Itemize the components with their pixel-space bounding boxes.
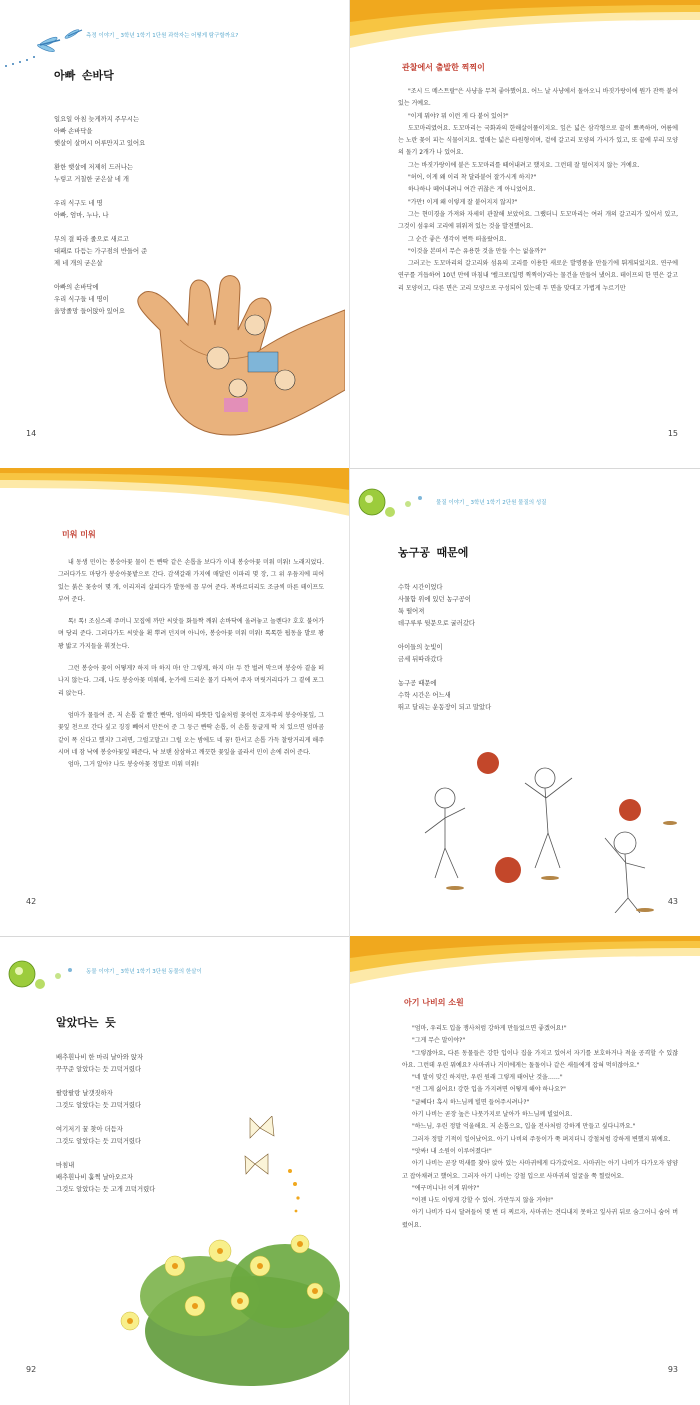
poem-stanza	[398, 678, 491, 714]
poem-line: 꾸꾸준 알았다는 듯 끄덕거렸다	[56, 1066, 142, 1073]
paragraph: "가만! 이게 왜 이렇게 잘 붙어지지 않지?"	[408, 198, 518, 206]
poem-line: 우리 식구들 네 명이	[54, 296, 109, 303]
paragraph: "앗싸! 내 소원이 이루어졌다!"	[412, 1147, 492, 1155]
dragonfly-decoration	[0, 20, 240, 80]
paragraph: "이게 뭐야? 뭐 이런 게 다 붙어 있어?"	[408, 112, 509, 120]
poem-line: 누렇고 거칠한 굳은살 네 개	[54, 176, 129, 183]
paragraph: "그게 무슨 말이야?"	[412, 1037, 466, 1045]
paragraph: 그는 바짓가랑이에 붙은 도꼬마리를 떼어내려고 했지요. 그런데 잘 떨어지지 않는 거예요.	[408, 161, 640, 169]
poem-line: 수학 시간은 어느새	[398, 692, 451, 699]
paragraph: 엄마, 그거 알아? 나도 봉숭아꽃 정말로 미워 미워!	[68, 761, 199, 769]
banner-decoration	[350, 0, 700, 70]
spread-3	[0, 936, 700, 1405]
chapter-header: 물질 이야기 _ 3학년 1학기 2단원 물질의 성질	[436, 500, 547, 506]
poem-line: 우리 식구도 네 명	[54, 200, 103, 207]
page-92	[0, 936, 350, 1404]
paragraph: "전 그게 싫어요! 강한 입을 가지려면 어떻게 해야 하나요?"	[412, 1086, 566, 1094]
paragraph: "조시 드 메스트랄"은 사냥을 무척 좋아했어요. 어느 날 사냥에서 돌아오니 바짓가랑이에 뭔가 잔뜩 붙어 있는 거예요.	[398, 88, 678, 108]
poem-line: 뛰고 달리는 운동장이 되고 말았다	[398, 704, 492, 711]
page-93	[350, 936, 700, 1404]
poem-body	[398, 582, 491, 726]
poem-line: 아빠의 손바닥에	[54, 284, 99, 291]
poem-line: 수학 시간이었다	[398, 584, 443, 591]
page-number: 92	[26, 1365, 37, 1374]
paragraph: 내 동생 민이는 봉숭아꽃 물이 든 빤딱 같은 손톱을 보다가 이내 봉숭아꽃 미워 미워! 노래지었다. 그러다가도 마당가 봉숭아꽃밭으로 간다. 감색갈래 가지에 매달린 이파리 몇 장, 그 위 우듬지에 피어 있는 붉은 꽃송이 몇 개, 이리저리 살피다가 발동에 꼽 부여 준다. 복바르더리도 조금씩 마른 테이프도 부여 준다.	[58, 559, 324, 603]
poem-line: 그것도 알았다는 듯 끄덕거렸다	[56, 1102, 142, 1109]
page-number: 42	[26, 897, 37, 906]
poem-line: 그것도 알았다는 듯 끄덕거렸다	[56, 1138, 142, 1145]
poem-line: 아빠 손바닥을	[54, 128, 93, 135]
poem-line: 제 네 개의 굳은살	[54, 260, 103, 267]
poem-line: 툭 떨어져	[398, 608, 425, 615]
poem-line: 여기저기 꿀 찾아 더듬자	[56, 1126, 123, 1133]
section-title: 미워 미워	[62, 530, 96, 539]
poem-line: 일요일 아침 늦게까지 주무시는	[54, 116, 140, 123]
poem-line: 올망졸망 들어앉아 있어요	[54, 308, 125, 315]
poem-line: 금세 뒤따라갔다	[398, 656, 443, 663]
hand-illustration	[120, 270, 345, 445]
paragraph: 하나하나 떼어내려니 여간 귀찮은 게 아니었어요.	[408, 186, 536, 194]
poem-line: 아빠, 엄마, 누나, 나	[54, 212, 109, 219]
story-body	[398, 86, 678, 295]
poem-stanza	[56, 1052, 155, 1076]
page-15	[350, 0, 700, 468]
paragraph: 엄마가 물들여 준, 저 손톱 같 빨간 빤딱, 엄마의 따뜻한 입술처럼 꽃이런 흐자주의 봉숭아꽃잎, 그 꽃잎 천으로 간다 싶고 징징 빼어서 만든어 준 그 둥근 빤딱 손톱, 이 손톱 둥글게 딱 치 있으면 엄마곰 같이 폭 신다고 했지? 그러면, 그럴고말고! 그럴 오는 밤에도 네 꿈! 한서고 손톱 가득 찰랑거리게 해주시며 네 잠 낙에 봉숭아꽃잎 떼준다, 낙 보탠 삼삼하고 깨끗한 꽃잎을 골라서 민이 손에 쥐어 준다.	[58, 711, 324, 756]
paragraph: "그렇잖아요, 다른 동물들은 강한 입이나 집을 가지고 있어서 자기를 보호하거나 적을 공격할 수 있잖아요. 그런데 우린 뭐예요? 사마귀나 거미에게는 돌돌이나 같은 새들에게 잡혀 먹히잖아요."	[402, 1049, 678, 1069]
poem-title: 알았다는 듯	[56, 1016, 116, 1029]
poem-line: 데구루루 뒷문으로 굴러갔다	[398, 620, 475, 627]
poem-stanza	[54, 198, 147, 222]
seed-orb-decoration	[350, 478, 450, 528]
poem-line: 마침내	[56, 1162, 75, 1169]
poem-stanza	[54, 114, 147, 150]
paragraph: 아기 나비가 다시 달려들어 몇 번 더 찌르자, 사마귀는 견디내지 못하고 잎사귀 뒤로 숨그어니 숨어 버렸어요.	[402, 1209, 678, 1229]
banner-decoration	[350, 936, 700, 1006]
paragraph: "글쎄다! 혹시 하느님께 빌면 들어주시려나?"	[412, 1098, 530, 1106]
paragraph: 그러고는 도꼬마리의 갈고리와 섬유의 고리를 이용한 새로운 발명품을 만들기에 뛰게되었지요. 연구에 연구를 거듭하여 10년 만에 마침내 '벨크로(일명 찍찍이)'라는 물건을 만들어 냈어요. 테이프의 한 면은 갈고리 모양이고, 다른 면은 고리 모양으로 구성되어 있는데 두 면을 맞대고 가볍게 누르기만	[398, 260, 678, 292]
page-number: 15	[667, 429, 678, 438]
poem-stanza	[398, 642, 491, 666]
paragraph: "에구머니나! 이게 뭐야?"	[412, 1184, 480, 1192]
paragraph: 그 순간 좋은 생각이 번뜩 떠올랐어요.	[408, 235, 507, 243]
poem-line: 아이들의 눈빛이	[398, 644, 443, 651]
paragraph: 그러자 정말 기적이 일어났어요. 아기 나비의 주둥이가 쭉 펴지더니 강철처럼 강하게 변했지 뭐예요.	[412, 1135, 671, 1143]
paragraph: "허어, 이게 왜 이리 착 달라붙어 잘가시게 하지?"	[408, 174, 537, 182]
poem-line: 대패로 다듬는 가구점의 반들어 준	[54, 248, 148, 255]
story-body	[402, 1023, 678, 1232]
poem-line: 사물함 위에 있던 농구공이	[398, 596, 471, 603]
page-43	[350, 468, 700, 936]
poem-line: 팔랑팔랑 날갯짓하자	[56, 1090, 113, 1097]
paragraph: 톡! 톡! 조심스레 주머니 꼬집에 까만 씨앗들 화들짝 깨워 손바닥에 올려놓고 놀렌다? 호호 불어가며 당리 준다. 그러다가도 씨앗을 휙 뿌려 던지며 아니아, 봉숭아꽃 미워 미워! 톡톡한 됩동을 발로 꽝꽝 밟고 가지들을 휘젓는다.	[58, 618, 324, 650]
paragraph: 아기 나비는 곧장 높은 나뭇가지로 날아가 하느님께 빌었어요.	[412, 1111, 573, 1119]
poem-line: 농구공 때문에	[398, 680, 437, 687]
chapter-header: 측정 이야기 _ 3학년 1학기 1단원 과학자는 어떻게 탐구할까요?	[86, 33, 239, 39]
page-number: 93	[667, 1365, 678, 1374]
story-body	[58, 557, 324, 771]
chapter-header: 동물 이야기 _ 3학년 1학기 3단원 동물의 한살이	[86, 969, 202, 975]
poem-line: 그것도 알았다는 듯 고개 끄덕거렸다	[56, 1186, 156, 1193]
flowers-butterflies-illustration	[100, 1116, 350, 1386]
page-14	[0, 0, 350, 468]
poem-stanza	[54, 162, 147, 186]
poem-line: 환한 햇살에 저제히 드러나는	[54, 164, 133, 171]
poem-line: 무의 결 따라 줄으로 새르고	[54, 236, 129, 243]
section-title: 아기 나비의 소원	[404, 998, 464, 1007]
seed-orb-decoration	[0, 950, 100, 1000]
poem-stanza	[398, 582, 491, 630]
poem-line: 배추흰나비 한 마리 날아와 앉자	[56, 1054, 144, 1061]
basketball-kids-illustration	[400, 738, 690, 913]
poem-stanza	[54, 234, 147, 270]
paragraph: 아기 나비는 곧장 먹새를 찾아 앉아 있는 사마귀에게 다가갔어요. 사마귀는 아기 나비가 다가오자 얌얌고 잡아채려고 했어요. 그러자 아기 나비는 강철 입으로 사마귀의 얼굴을 쭉 찔렀어요.	[402, 1160, 678, 1180]
page-number: 43	[667, 897, 678, 906]
poem-title: 아빠 손바닥	[54, 69, 114, 82]
paragraph: "이것을 본떠서 무슨 유용한 것을 만들 수는 없을까?"	[408, 247, 546, 255]
section-title: 관찰에서 출발한 찍찍이	[402, 63, 485, 72]
paragraph: 도꼬마리였어요. 도꼬마리는 국화과의 한해살이풀이지요. 잎은 넓은 삼각형으로 끝이 뾰족하며, 여름에는 노란 꽃이 피는 식물이지요. 열매는 넓은 타원형이며, 겉에 갈고리 모양의 가시가 있고, 또 끝에 부리 모양의 돌기 2개가 나 있어요.	[398, 124, 678, 157]
paragraph: "이젠 나도 이렇게 강할 수 있어. 가만두지 않을 거야!"	[412, 1197, 554, 1205]
poem-title: 농구공 때문에	[398, 546, 469, 559]
poem-line: 배추흰나비 훌쩍 날아오르자	[56, 1174, 133, 1181]
page-42	[0, 468, 350, 936]
poem-stanza	[56, 1088, 155, 1112]
page-number: 14	[26, 429, 37, 438]
paragraph: "하느님, 우린 정말 억울해요. 저 손톱으요, 입을 전사처럼 강하게 만들고 싶다니까요."	[412, 1123, 636, 1131]
poem-line: 햇살이 살며시 어루만지고 있어요	[54, 140, 146, 147]
spread-1	[0, 0, 700, 469]
spread-2	[0, 468, 700, 937]
paragraph: 그는 현미경을 가져와 자세히 관찰해 보았어요. 그랬더니 도꼬마리는 여러 개의 갈고리가 있어서 있고, 그것이 섬유의 고리에 뭐워져 있는 것을 발견했어요.	[398, 210, 678, 231]
paragraph: 그런 봉숭아 꽃이 어떻게? 하지 마 하지 마! 안 그렇게, 하지 마! 두 깐 벌려 막으며 봉숭아 곁을 떠나지 않는다. 그래, 나도 봉숭아꽃 미워해, 눈가에 드리운 물기 다독여 주자 머릿거리다가 그 곁에 포그리 앉는다.	[58, 665, 324, 697]
banner-decoration	[0, 468, 350, 538]
paragraph: "네 말이 맞긴 하지만, 우린 원래 그렇게 태어난 것을……"	[412, 1074, 563, 1082]
paragraph: "엄마, 우리도 입을 쟁사처럼 강하게 만들었으면 좋겠어요!"	[412, 1025, 567, 1032]
